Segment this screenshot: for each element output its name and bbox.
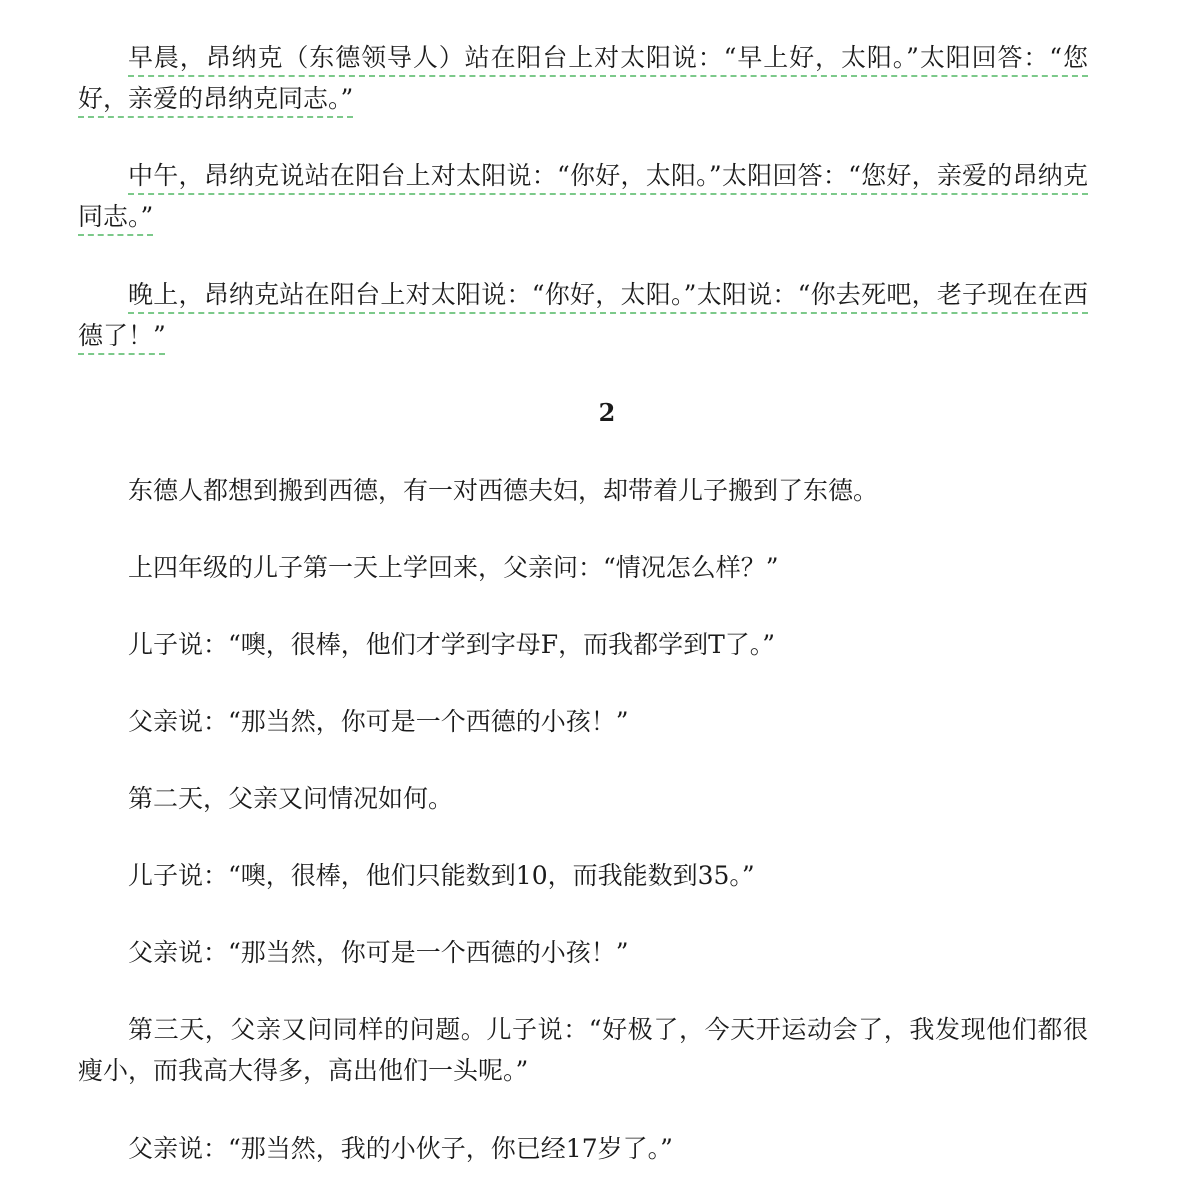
paragraph: 儿子说：“噢，很棒，他们才学到字母F，而我都学到T了。” — [128, 630, 776, 659]
paragraph: 上四年级的儿子第一天上学回来，父亲问：“情况怎么样？” — [128, 553, 779, 582]
paragraph-morning — [78, 37, 1088, 119]
paragraph: 父亲说：“那当然，你可是一个西德的小孩！” — [128, 707, 629, 736]
underlined-text: 晚上，昂纳克站在阳台上对太阳说：“你好，太阳。”太阳说：“你去死吧，老子现在在西德了！” — [78, 280, 1088, 350]
paragraph-noon — [78, 155, 1088, 237]
paragraph: 父亲说：“那当然，你可是一个西德的小孩！” — [128, 938, 629, 967]
paragraph-evening — [78, 274, 1088, 356]
underlined-text: 早晨，昂纳克（东德领导人）站在阳台上对太阳说：“早上好，太阳。”太阳回答：“您好，亲爱的昂纳克同志。” — [78, 43, 1088, 113]
section-number: 2 — [598, 398, 616, 427]
paragraph: 东德人都想到搬到西德，有一对西德夫妇，却带着儿子搬到了东德。 — [128, 476, 879, 505]
underlined-text: 中午，昂纳克说站在阳台上对太阳说：“你好，太阳。”太阳回答：“您好，亲爱的昂纳克同志。” — [78, 161, 1088, 231]
paragraph: 儿子说：“噢，很棒，他们只能数到10，而我能数到35。” — [128, 861, 755, 890]
paragraph: 第三天，父亲又问同样的问题。儿子说：“好极了，今天开运动会了，我发现他们都很瘦小，而我高大得多，高出他们一头呢。” — [78, 1015, 1088, 1085]
paragraph: 第二天，父亲又问情况如何。 — [128, 784, 454, 813]
paragraph: 父亲说：“那当然，我的小伙子，你已经17岁了。” — [128, 1134, 673, 1163]
